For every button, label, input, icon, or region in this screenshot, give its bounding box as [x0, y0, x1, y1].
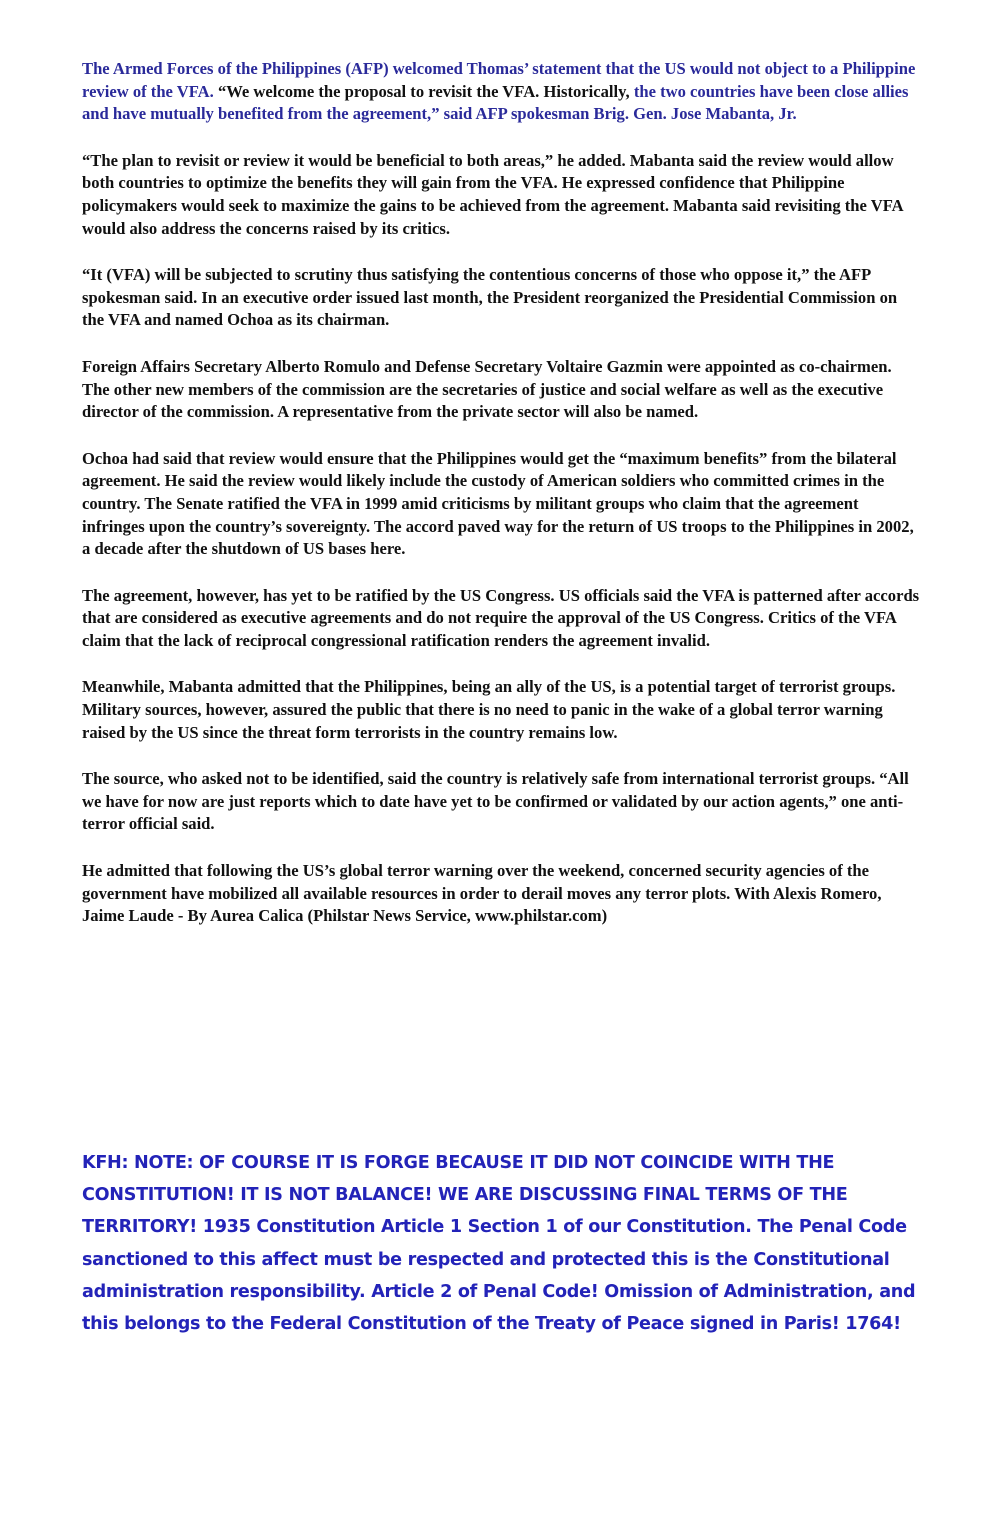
paragraph-3: “It (VFA) will be subjected to scrutiny thus satisfying the contentious concerns of those who oppose it,” the AFP spokesman said. In an executive order issued last month, the President reorganized the Presidential Commission on the VFA and named Ochoa as its chairman. [82, 265, 898, 330]
kfh-note-text: KFH: NOTE: OF COURSE IT IS FORGE BECAUSE IT DID NOT COINCIDE WITH THE CONSTITUTION! IT IS NOT BALANCE! WE ARE DISCUSSING FINAL TERMS OF THE TERRITORY! 1935 Constitution Article 1 Section 1 of our Constitution. The Penal Code sanctioned to this affect must be respected and protected this is the Constitutional administration responsibility. Article 2 of Penal Code! Omission of Administration, and this belongs to the Federal Constitution of the Treaty of Peace signed in Paris! 1764! [82, 1153, 916, 1335]
paragraph-1 [82, 58, 922, 126]
article-body [82, 58, 922, 952]
paragraph-6: The agreement, however, has yet to be ratified by the US Congress. US officials said the VFA is patterned after accords that are considered as executive agreements and do not require the approval of the US Congress. Critics of the VFA claim that the lack of reciprocal congressional ratification renders the agreement invalid. [82, 585, 920, 650]
kfh-note [82, 1147, 942, 1340]
paragraph-4: Foreign Affairs Secretary Alberto Romulo and Defense Secretary Voltaire Gazmin were appointed as co-chairmen. The other new members of the commission are the secretaries of justice and social welfare as well as the executive director of the commission. A representative from the private sector will also be named. [82, 356, 892, 422]
paragraph-7: Meanwhile, Mabanta admitted that the Philippines, being an ally of the US, is a potential target of terrorist groups. Military sources, however, assured the public that there is no need to panic in the wake of a global terror warning raised by the US since the threat form terrorists in the country remains low. [82, 677, 896, 742]
paragraph-8: The source, who asked not to be identified, said the country is relatively safe from international terrorist groups. “All we have for now are just reports which to date have yet to be confirmed or validated by our action agents,” one anti-terror official said. [82, 769, 909, 834]
paragraph-5: Ochoa had said that review would ensure that the Philippines would get the “maximum benefits” from the bilateral agreement. He said the review would likely include the custody of American soldiers who committed crimes in the country. The Senate ratified the VFA in 1999 amid criticisms by militant groups who claim that the agreement infringes upon the country’s sovereignty. The accord paved way for the return of US troops to the Philippines in 2002, a decade after the shutdown of US bases here. [82, 448, 914, 559]
paragraph-1-highlight-b: the two countries have been close allies and have mutually benefited from the agreement,” said AFP spokesman Brig. Gen. Jose Mabanta, Jr. [82, 81, 909, 124]
paragraph-1-quote-start: “We welcome the proposal to revisit the VFA. Historically, [213, 81, 634, 101]
paragraph-1-highlight-a: The Armed Forces of the Philippines (AFP) welcomed Thomas’ statement that the US would not object to a Philippine review of the VFA. [82, 59, 916, 101]
paragraph-9: He admitted that following the US’s global terror warning over the weekend, concerned security agencies of the government have mobilized all available resources in order to derail moves any terror plots. With Alexis Romero, Jaime Laude - By Aurea Calica (Philstar News Service, www.philstar.com) [82, 861, 882, 926]
paragraph-2: “The plan to revisit or review it would be beneficial to both areas,” he added. Mabanta said the review would allow both countries to optimize the benefits they will gain from the VFA. He expressed confidence that Philippine policymakers would seek to maximize the gains to be achieved from the agreement. Mabanta said revisiting the VFA would also address the concerns raised by its critics. [82, 150, 903, 238]
